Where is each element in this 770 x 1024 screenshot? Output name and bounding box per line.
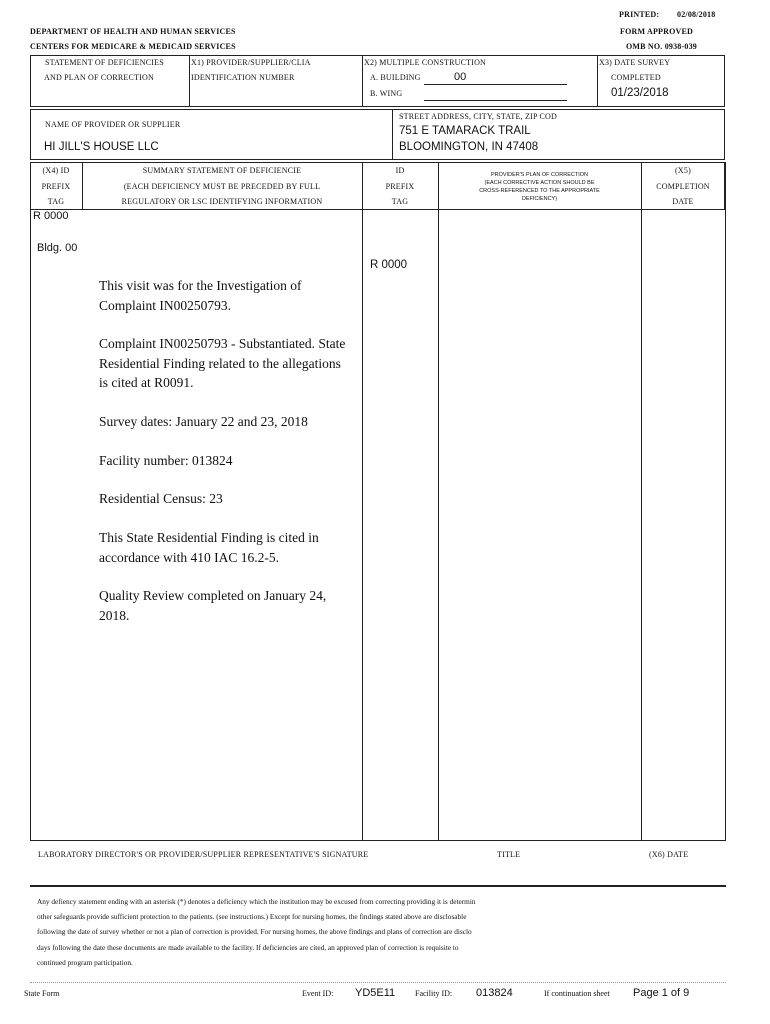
building-tag: Bldg. 00 <box>37 242 78 254</box>
finding-paragraph: Residential Census: 23 <box>99 491 223 506</box>
plan-header-4: DEFICIENCY) <box>521 196 558 202</box>
summary-header-2: (EACH DEFICIENCY MUST BE PRECEDED BY FULL <box>123 182 321 191</box>
date-survey-completed: 01/23/2018 <box>611 87 669 99</box>
x3-label-1: X3) DATE SURVEY <box>599 58 671 67</box>
facility-id-value: 013824 <box>476 987 513 999</box>
summary-header-1: SUMMARY STATEMENT OF DEFICIENCIE <box>142 166 302 175</box>
footnote-line: continued program participation. <box>37 957 133 967</box>
divider <box>438 162 439 840</box>
form-approved-label: FORM APPROVED <box>620 27 694 36</box>
footer-divider <box>30 982 726 983</box>
wing-label: B. WING <box>370 89 403 98</box>
deficiency-tag: R 0000 <box>33 210 69 222</box>
printed-date: 02/08/2018 <box>677 10 716 19</box>
department-heading: DEPARTMENT OF HEALTH AND HUMAN SERVICES <box>30 27 236 36</box>
finding-paragraph: Survey dates: January 22 and 23, 2018 <box>99 414 308 429</box>
footnote <box>37 894 476 970</box>
finding-paragraph: Complaint IN00250793 - Substantiated. State Residential Finding related to the allegations is cited at R0091. <box>99 336 346 390</box>
continuation-label: If continuation sheet <box>544 989 610 998</box>
x2-label: X2) MULTIPLE CONSTRUCTION <box>364 58 487 67</box>
finding-paragraph: This visit was for the Investigation of Complaint IN00250793. <box>99 278 302 313</box>
x4-header-3: TAG <box>47 197 65 206</box>
x5-header-1: (X5) <box>675 166 691 175</box>
address-label: STREET ADDRESS, CITY, STATE, ZIP COD <box>399 112 557 121</box>
statement-label-2: AND PLAN OF CORRECTION <box>44 73 154 82</box>
id-header-3: TAG <box>391 197 409 206</box>
plan-header-2: (EACH CORRECTIVE ACTION SHOULD BE <box>484 180 595 186</box>
facility-id-label: Facility ID: <box>415 989 453 998</box>
x5-header-2: COMPLETION <box>656 182 710 191</box>
signature-underline <box>30 885 726 887</box>
address-line-1: 751 E TAMARACK TRAIL <box>399 125 531 137</box>
id-header-2: PREFIX <box>385 182 415 191</box>
printed-label: PRINTED: <box>619 10 660 19</box>
x5-header-3: DATE <box>672 197 694 206</box>
plan-header-3: CROSS-REFERENCED TO THE APPROPRIATE <box>479 188 600 194</box>
state-form-label: State Form <box>24 989 60 998</box>
footnote-line: days following the date these documents are made available to the facility. If deficiencies are cited, an approved plan of correction is requisite to <box>37 942 459 952</box>
divider <box>82 162 83 210</box>
x1-label-2: IDENTIFICATION NUMBER <box>191 73 295 82</box>
signature-label: LABORATORY DIRECTOR'S OR PROVIDER/SUPPLIER REPRESENTATIVE'S SIGNATURE <box>38 850 369 859</box>
provider-name-label: NAME OF PROVIDER OR SUPPLIER <box>45 120 181 129</box>
building-value: 00 <box>454 71 467 83</box>
id-header-1: ID <box>395 166 405 175</box>
address-line-2: BLOOMINGTON, IN 47408 <box>399 141 539 153</box>
omb-number: OMB NO. 0938-039 <box>626 42 697 51</box>
event-id-value: YD5E11 <box>355 987 396 999</box>
wing-underline <box>424 100 567 101</box>
divider <box>641 162 642 840</box>
summary-header-3: REGULATORY OR LSC IDENTIFYING INFORMATION <box>121 197 323 206</box>
signature-date-label: (X6) DATE <box>649 850 689 859</box>
finding-paragraph: Facility number: 013824 <box>99 453 233 468</box>
body-bottom-line <box>30 840 726 841</box>
building-underline <box>424 84 567 85</box>
plan-header-1: PROVIDER'S PLAN OF CORRECTION <box>490 172 588 178</box>
divider <box>30 162 31 840</box>
footnote-line: Any defiency statement ending with an asterisk (*) denotes a deficiency which the institution may be excused from correcting providing it is determin <box>37 897 476 906</box>
finding-paragraph: This State Residential Finding is cited in accordance with 410 IAC 16.2-5. <box>99 530 319 565</box>
footnote-line: following the date of survey whether or not a plan of correction is provided. For nursing homes, the above findings and plans of correction are disclo <box>37 927 472 937</box>
statement-label-1: STATEMENT OF DEFICIENCIES <box>45 58 164 67</box>
event-id-label: Event ID: <box>302 989 334 998</box>
building-label: A. BUILDING <box>370 73 421 82</box>
title-label: TITLE <box>497 850 521 859</box>
x4-header-1: (X4) ID <box>42 166 70 175</box>
page-number: Page 1 of 9 <box>633 987 690 999</box>
x4-header-2: PREFIX <box>41 182 71 191</box>
divider <box>362 162 363 840</box>
finding-paragraph: Quality Review completed on January 24, 2018. <box>99 588 327 623</box>
footnote-line: other safeguards provide sufficient protection to the patients. (see instructions.) Except for nursing homes, the findings stated above are disclosable <box>37 912 467 922</box>
divider <box>725 162 726 840</box>
id-prefix-tag: R 0000 <box>370 259 408 271</box>
provider-name-value: HI JILL'S HOUSE LLC <box>44 141 159 153</box>
x3-label-2: COMPLETED <box>611 73 661 82</box>
x1-label-1: X1) PROVIDER/SUPPLIER/CLIA <box>191 58 311 67</box>
centers-heading: CENTERS FOR MEDICARE & MEDICAID SERVICES <box>30 42 236 51</box>
